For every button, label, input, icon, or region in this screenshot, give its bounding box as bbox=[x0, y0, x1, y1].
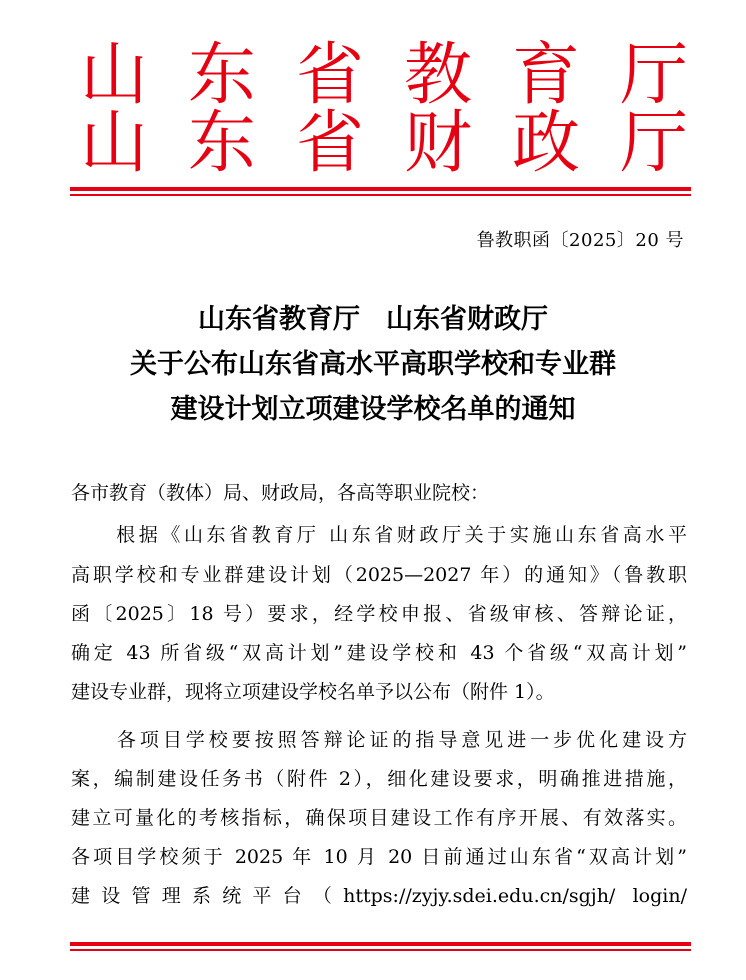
title-line-subject: 关于公布山东省高水平高职学校和专业群 bbox=[130, 349, 616, 380]
title-issuer-finance: 山东省财政厅 bbox=[386, 304, 548, 335]
document-number: 鲁教职函〔2025〕20 号 bbox=[476, 230, 684, 251]
paragraph-2-line: 案，编制建设任务书（附件 2），细化建设要求，明确推进措施， bbox=[71, 768, 687, 790]
issuer-char: 财 bbox=[403, 104, 472, 183]
issuer-name-education bbox=[76, 38, 692, 114]
letterhead-divider-thick bbox=[70, 187, 691, 191]
issuer-char: 东 bbox=[187, 104, 256, 183]
paragraph-1-line: 建设专业群，现将立项建设学校名单予以公布（附件 1）。 bbox=[71, 681, 555, 703]
paragraph-1-line: 确定 43 所省级“双高计划”建设学校和 43 个省级“双高计划” bbox=[71, 642, 687, 664]
salutation: 各市教育（教体）局、财政局，各高等职业院校： bbox=[71, 482, 490, 504]
issuer-char: 省 bbox=[295, 36, 364, 115]
footer-divider-thick bbox=[70, 942, 691, 946]
issuer-char: 厅 bbox=[619, 36, 688, 115]
letterhead-divider-thin bbox=[70, 194, 691, 196]
paragraph-1-line: 函〔2025〕18 号）要求，经学校申报、省级审核、答辩论证， bbox=[71, 603, 687, 625]
issuer-char: 东 bbox=[187, 36, 256, 115]
paragraph-2-line: 各项目学校须于 2025 年 10 月 20 日前通过山东省“双高计划” bbox=[71, 846, 687, 868]
issuer-char: 育 bbox=[511, 36, 580, 115]
issuer-char: 省 bbox=[295, 104, 364, 183]
paragraph-2-line: 各项目学校要按照答辩论证的指导意见进一步优化建设方 bbox=[71, 729, 687, 751]
issuer-char: 政 bbox=[511, 104, 580, 183]
title-line-issuers bbox=[0, 302, 746, 338]
issuer-char: 山 bbox=[79, 36, 148, 115]
paragraph-1-line: 高职学校和专业群建设计划（2025—2027 年）的通知》（鲁教职 bbox=[71, 564, 687, 586]
issuer-name-finance bbox=[76, 106, 692, 182]
issuer-char: 山 bbox=[79, 104, 148, 183]
title-line-subject-end: 建设计划立项建设学校名单的通知 bbox=[170, 394, 576, 425]
issuer-char: 厅 bbox=[619, 104, 688, 183]
issuer-char: 教 bbox=[403, 36, 472, 115]
paragraph-2-line: 建立可量化的考核指标，确保项目建设工作有序开展、有效落实。 bbox=[71, 807, 687, 829]
paragraph-2-line: 建设管理系统平台（https://zyjy.sdei.edu.cn/sgjh/ login/ bbox=[71, 885, 687, 907]
paragraph-1-line: 根据《山东省教育厅 山东省财政厅关于实施山东省高水平 bbox=[71, 524, 687, 546]
title-issuer-education: 山东省教育厅 bbox=[198, 304, 360, 335]
footer-divider-thin bbox=[70, 949, 691, 951]
